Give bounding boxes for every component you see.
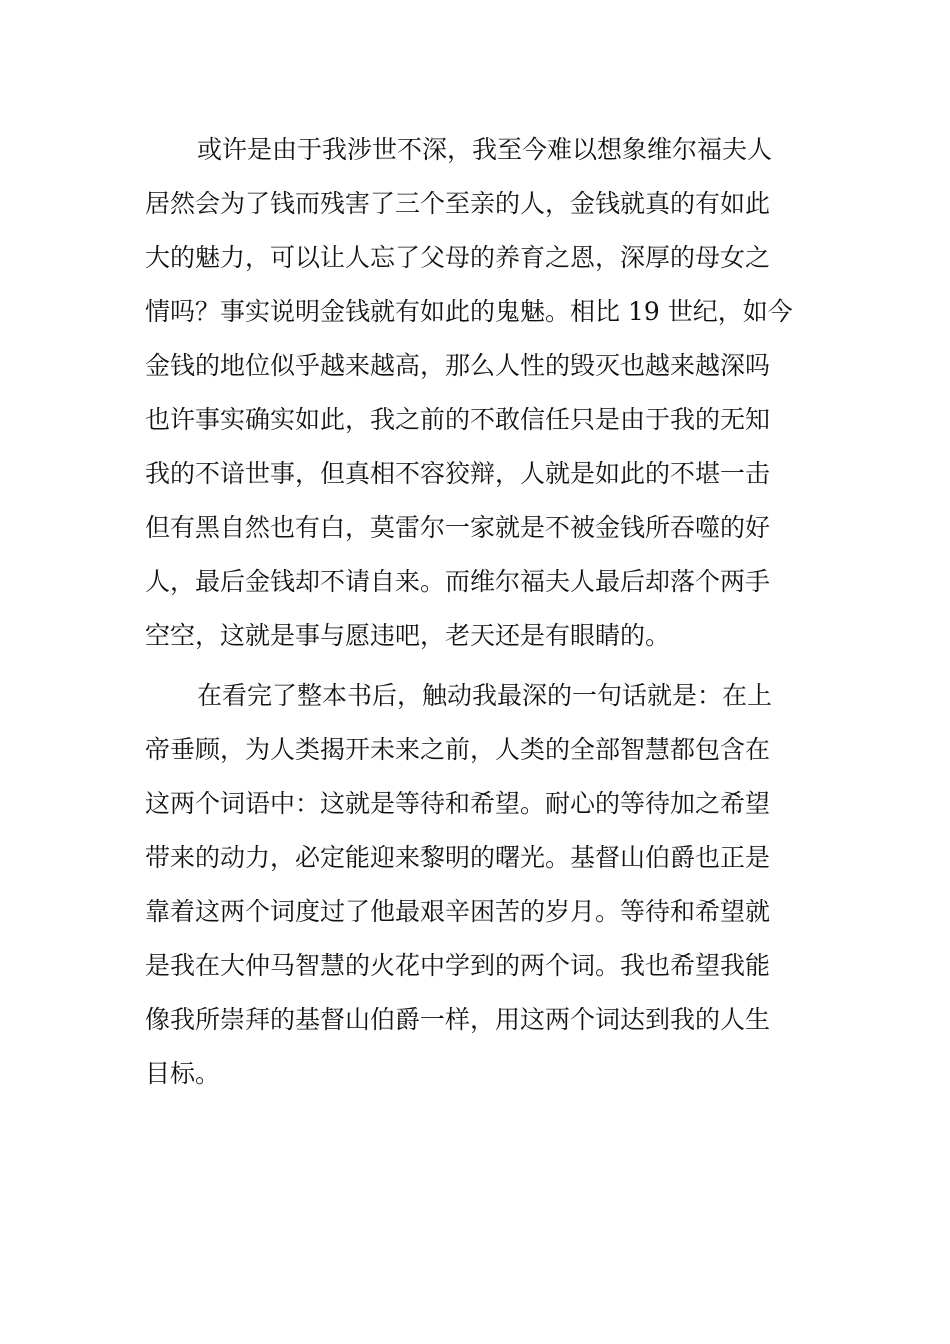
paragraph-line: 人，最后金钱却不请自来。而维尔福夫人最后却落个两手	[145, 567, 771, 596]
paragraph-line: 是我在大仲马智慧的火花中学到的两个词。我也希望我能	[145, 951, 771, 980]
paragraph-line: 帝垂顾，为人类揭开未来之前，人类的全部智慧都包含在	[145, 735, 771, 764]
paragraph-line: 目标。	[145, 1059, 221, 1088]
paragraph-line: 或许是由于我涉世不深，我至今难以想象维尔福夫人	[197, 135, 773, 164]
paragraph-line: 像我所崇拜的基督山伯爵一样，用这两个词达到我的人生	[145, 1005, 771, 1034]
paragraph-1	[145, 123, 815, 663]
paragraph-line: 但有黑自然也有白，莫雷尔一家就是不被金钱所吞噬的好	[145, 513, 771, 542]
paragraph-line: 带来的动力，必定能迎来黎明的曙光。基督山伯爵也正是	[145, 843, 771, 872]
paragraph-line: 大的魅力，可以让人忘了父母的养育之恩，深厚的母女之	[145, 243, 771, 272]
paragraph-line: 这两个词语中：这就是等待和希望。耐心的等待加之希望	[145, 789, 771, 818]
paragraph-line: 在看完了整本书后，触动我最深的一句话就是：在上	[197, 681, 773, 710]
paragraph-line: 情吗？事实说明金钱就有如此的鬼魅。相比 19 世纪，如今	[145, 297, 793, 326]
paragraph-line: 空空，这就是事与愿违吧，老天还是有眼睛的。	[145, 621, 671, 650]
paragraph-2	[145, 669, 815, 1101]
paragraph-line: 金钱的地位似乎越来越高，那么人性的毁灭也越来越深吗	[145, 351, 771, 380]
paragraph-line: 居然会为了钱而残害了三个至亲的人，金钱就真的有如此	[145, 189, 771, 218]
paragraph-line: 我的不谙世事，但真相不容狡辩，人就是如此的不堪一击	[145, 459, 771, 488]
paragraph-line: 靠着这两个词度过了他最艰辛困苦的岁月。等待和希望就	[145, 897, 771, 926]
paragraph-line: 也许事实确实如此，我之前的不敢信任只是由于我的无知	[145, 405, 771, 434]
